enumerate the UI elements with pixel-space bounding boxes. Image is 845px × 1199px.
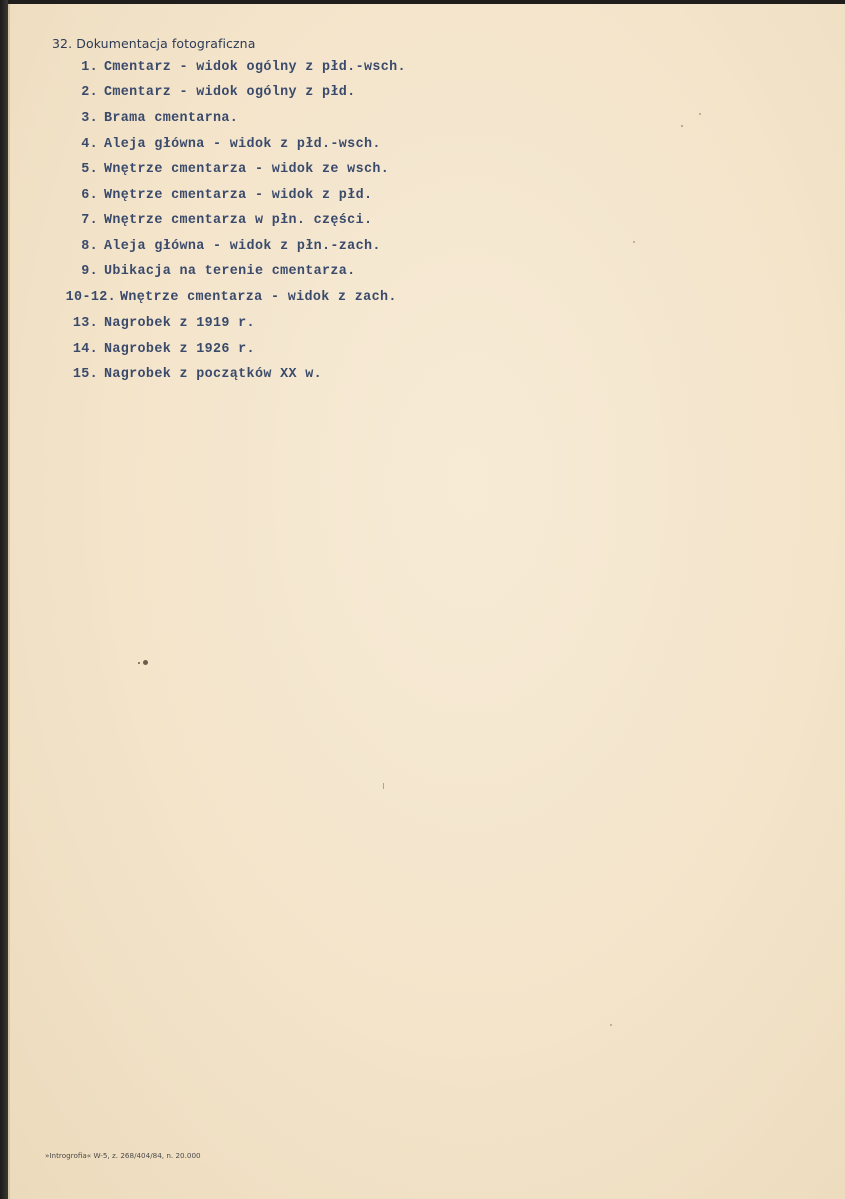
item-number: 10-12. xyxy=(65,290,116,305)
item-text: Cmentarz - widok ogólny z płd.-wsch. xyxy=(104,60,406,75)
item-text: Aleja główna - widok z płd.-wsch. xyxy=(104,137,381,152)
paper-speck xyxy=(610,1024,612,1026)
item-text: Aleja główna - widok z płn.-zach. xyxy=(104,239,381,254)
paper-speck xyxy=(143,660,148,665)
item-text: Wnętrze cmentarza - widok ze wsch. xyxy=(104,162,390,177)
scan-edge-left xyxy=(0,0,8,1199)
item-number: 13. xyxy=(72,316,98,331)
item-number: 3. xyxy=(81,111,98,126)
item-number: 4. xyxy=(81,137,98,152)
item-number: 6. xyxy=(81,188,98,203)
item-number: 5. xyxy=(81,162,98,177)
paper-speck xyxy=(699,113,701,115)
section-heading: 32. Dokumentacja fotograficzna xyxy=(52,36,256,51)
item-number: 8. xyxy=(81,239,98,254)
paper-speck xyxy=(138,662,140,664)
item-number: 15. xyxy=(72,367,98,382)
item-text: Nagrobek z początków XX w. xyxy=(104,367,323,382)
item-number: 9. xyxy=(81,264,98,279)
item-text: Wnętrze cmentarza w płn. części. xyxy=(104,213,373,228)
item-text: Nagrobek z 1926 r. xyxy=(104,342,255,357)
paper-speck xyxy=(383,783,384,789)
printer-imprint: »Introgrofia« W-5, z. 268/404/84, n. 20.000 xyxy=(45,1151,201,1160)
item-text: Wnętrze cmentarza - widok z zach. xyxy=(120,290,397,305)
item-text: Nagrobek z 1919 r. xyxy=(104,316,255,331)
item-text: Ubikacja na terenie cmentarza. xyxy=(104,264,356,279)
item-text: Brama cmentarna. xyxy=(104,111,239,126)
item-number: 1. xyxy=(81,60,98,75)
paper-speck xyxy=(633,241,635,243)
item-number: 7. xyxy=(81,213,98,228)
item-number: 2. xyxy=(81,85,98,100)
item-number: 14. xyxy=(72,342,98,357)
item-text: Wnętrze cmentarza - widok z płd. xyxy=(104,188,373,203)
item-text: Cmentarz - widok ogólny z płd. xyxy=(104,85,356,100)
paper-sheet xyxy=(8,4,845,1199)
paper-speck xyxy=(681,125,683,127)
